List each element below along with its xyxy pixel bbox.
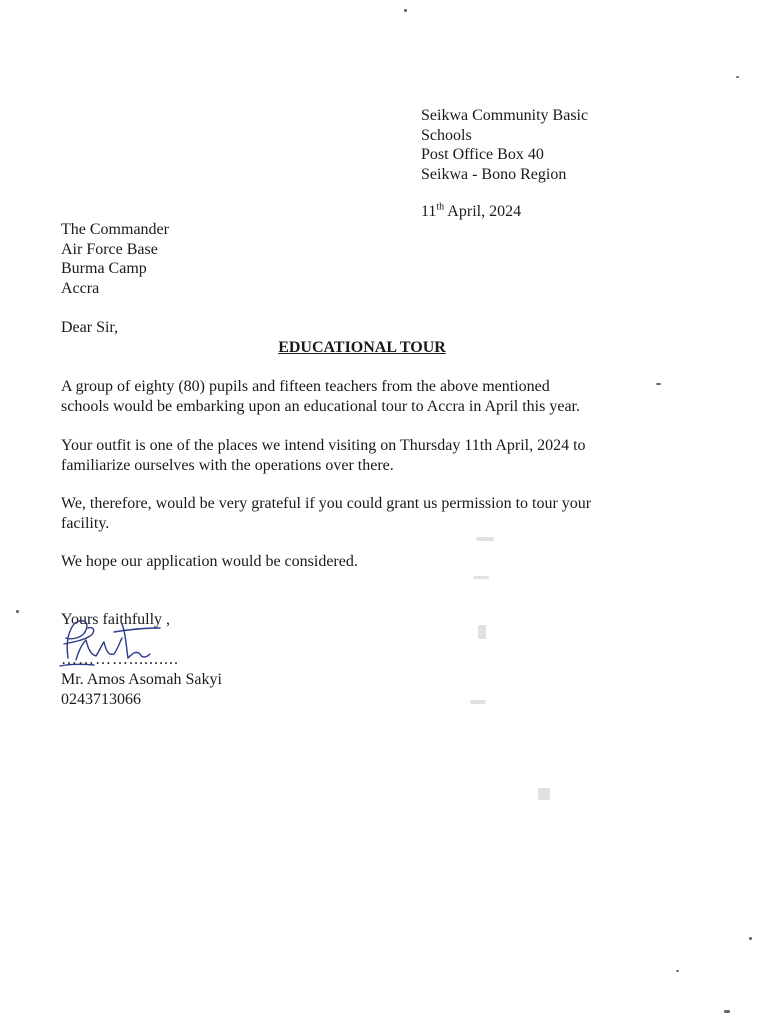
body-paragraph xyxy=(61,436,701,475)
recipient-line: Accra xyxy=(61,279,100,297)
paragraph-line: Your outfit is one of the places we intend visiting on Thursday 11th April, 2024 to xyxy=(61,437,586,454)
body-paragraph xyxy=(61,377,701,416)
scan-smudge xyxy=(470,700,486,704)
sender-line: Schools xyxy=(421,126,472,144)
paragraph-line: facility. xyxy=(61,514,110,532)
signature-dotted-line: ………….......... xyxy=(61,651,179,668)
letter-date xyxy=(421,202,521,222)
body-paragraph xyxy=(61,552,701,572)
scan-speck xyxy=(404,9,407,12)
scan-speck xyxy=(749,937,752,940)
paragraph-line: familiarize ourselves with the operations over there. xyxy=(61,456,394,474)
complimentary-close: Yours faithfully , xyxy=(61,611,171,628)
paragraph-line: We hope our application would be considered. xyxy=(61,553,358,570)
scan-smudge xyxy=(478,625,486,639)
salutation: Dear Sir, xyxy=(61,319,119,336)
recipient-address xyxy=(61,220,169,298)
body-paragraph xyxy=(61,494,701,533)
signatory-name: Mr. Amos Asomah Sakyi xyxy=(61,671,222,688)
date-suffix: th xyxy=(436,201,445,213)
recipient-line: Air Force Base xyxy=(61,240,158,258)
scan-smudge xyxy=(476,537,494,541)
sender-line: Seikwa Community Basic xyxy=(421,107,589,124)
date-rest: April, 2024 xyxy=(444,203,522,220)
scan-speck xyxy=(676,970,679,972)
date-day: 11 xyxy=(421,203,437,220)
scan-speck xyxy=(736,76,739,78)
scan-speck xyxy=(724,1010,730,1013)
paragraph-line: A group of eighty (80) pupils and fifteen teachers from the above mentioned xyxy=(61,378,550,395)
paragraph-line: We, therefore, would be very grateful if you could grant us permission to tour your xyxy=(61,495,592,512)
letter-subject: EDUCATIONAL TOUR xyxy=(278,339,446,356)
recipient-line: Burma Camp xyxy=(61,260,147,277)
signatory-phone: 0243713066 xyxy=(61,691,141,708)
handwritten-signature xyxy=(56,614,168,672)
scan-speck xyxy=(656,383,661,385)
sender-line: Seikwa - Bono Region xyxy=(421,165,567,183)
sender-address xyxy=(421,106,588,184)
scan-smudge xyxy=(473,576,489,579)
sender-line: Post Office Box 40 xyxy=(421,146,544,163)
scan-smudge xyxy=(538,788,550,800)
scan-speck xyxy=(16,610,19,613)
paragraph-line: schools would be embarking upon an educational tour to Accra in April this year. xyxy=(61,397,580,415)
recipient-line: The Commander xyxy=(61,221,169,238)
